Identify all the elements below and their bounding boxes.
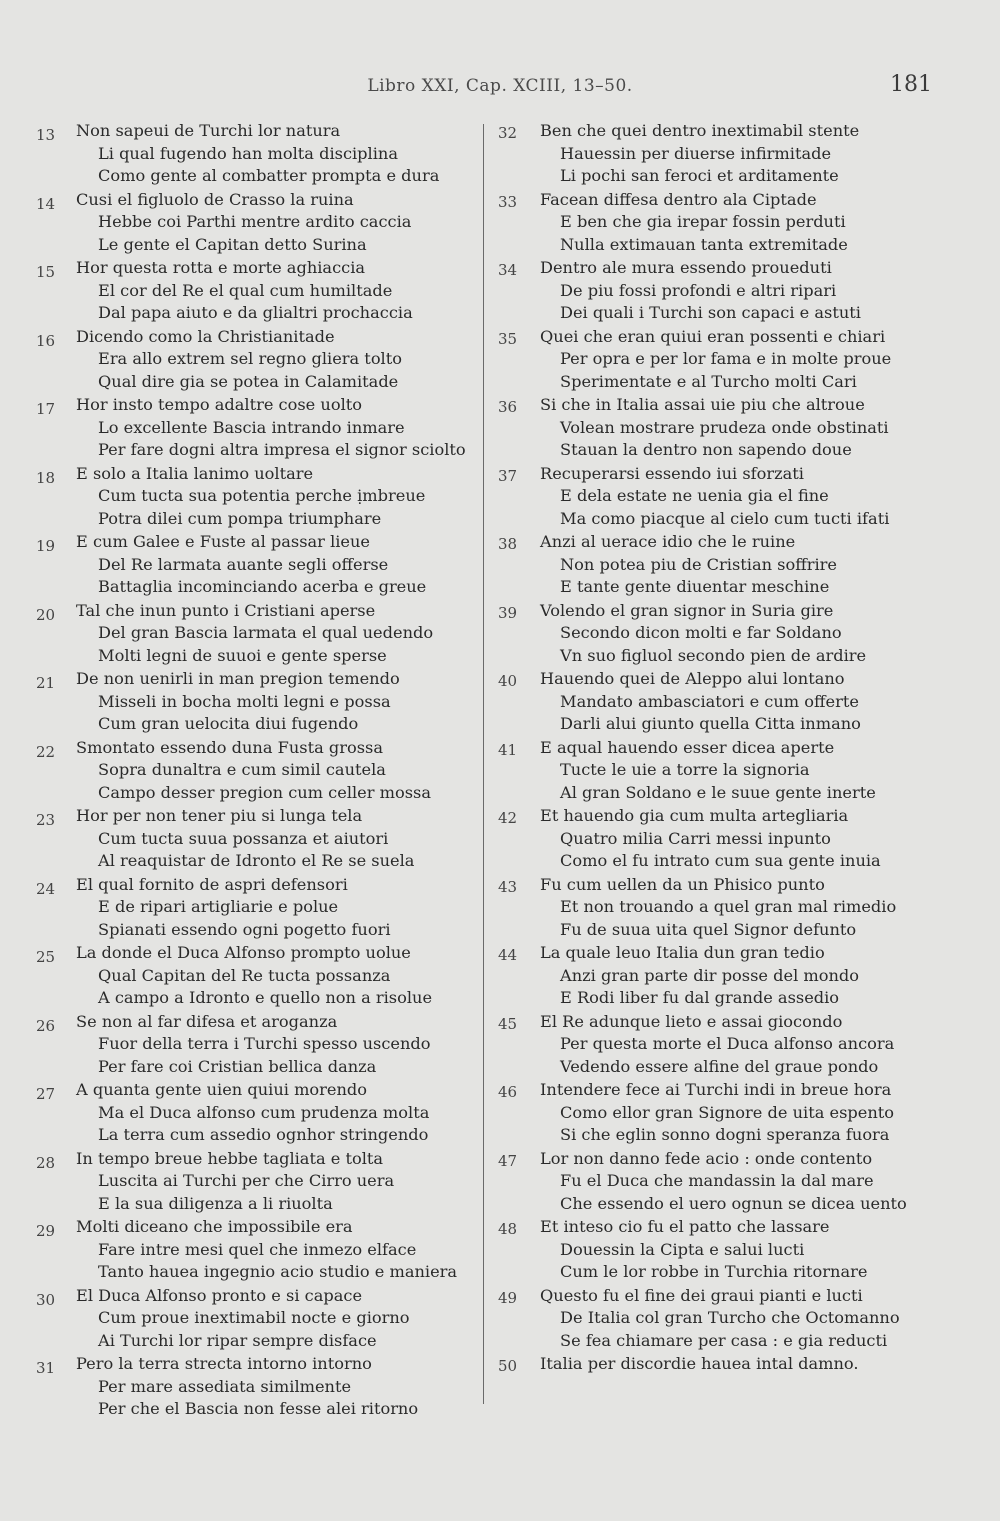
verse-line: Como gente al combatter prompta e dura	[98, 166, 440, 185]
stanza	[498, 874, 968, 942]
verse-line: Anzi al uerace idio che le ruine	[540, 532, 796, 551]
stanza-number: 40	[498, 672, 518, 690]
verse-line: E cum Galee e Fuste al passar lieue	[76, 532, 371, 551]
verse-line: Per opra e per lor fama e in molte proue	[560, 349, 892, 368]
verse-line: Hebbe coi Parthi mentre ardito caccia	[98, 212, 412, 231]
stanza	[36, 463, 486, 531]
verse-line: Et inteso cio fu el patto che lassare	[540, 1217, 830, 1236]
stanza-number: 32	[498, 124, 518, 142]
verse-line: Quei che eran quiui eran possenti e chiari	[540, 326, 886, 346]
verse-line: Del gran Bascia larmata el qual uedendo	[98, 623, 434, 642]
verse-line: Anzi gran parte dir posse del mondo	[560, 965, 860, 985]
stanza	[498, 600, 968, 668]
verse-line: Molti diceano che impossibile era	[76, 1217, 353, 1236]
stanza	[36, 1148, 486, 1216]
verse-line: E la sua diligenza a li riuolta	[98, 1193, 333, 1213]
verse-line: Che essendo el uero ognun se dicea uento	[560, 1193, 907, 1213]
right-column	[498, 120, 968, 1377]
verse-line: De non uenirli in man pregion temendo	[76, 669, 400, 688]
verse-line: Lo excellente Bascia intrando inmare	[98, 417, 405, 437]
verse-line: Ai Turchi lor ripar sempre disface	[98, 1330, 377, 1350]
stanza	[36, 942, 486, 1010]
stanza	[498, 805, 968, 873]
stanza-number: 34	[498, 261, 518, 279]
stanza	[498, 1285, 968, 1353]
stanza	[498, 1216, 968, 1284]
verse-line: Como el fu intrato cum sua gente inuia	[560, 851, 881, 870]
verse-line: Darli alui giunto quella Citta inmano	[560, 714, 861, 733]
stanza	[36, 1285, 486, 1353]
verse-line: Cum proue inextimabil nocte e giorno	[98, 1308, 410, 1327]
verse-line: Douessin la Cipta e salui lucti	[560, 1239, 805, 1259]
column-divider	[483, 124, 484, 1404]
stanza-number: 22	[36, 742, 56, 761]
verse-line: Stauan la dentro non sapendo doue	[560, 440, 852, 459]
stanza	[498, 1011, 968, 1079]
verse-line: Et non trouando a quel gran mal rimedio	[560, 897, 897, 916]
verse-line: Cum tucta sua potentia perche ịmbreue	[98, 486, 426, 505]
stanza-number: 39	[498, 603, 518, 622]
stanza-number: 26	[36, 1016, 56, 1035]
stanza	[36, 394, 486, 462]
verse-line: Molti legni de suuoi e gente sperse	[98, 645, 387, 665]
verse-line: La donde el Duca Alfonso prompto uolue	[76, 943, 411, 962]
verse-line: E Rodi liber fu dal grande assedio	[560, 988, 840, 1007]
stanza	[36, 805, 486, 873]
stanza-number: 16	[36, 331, 56, 350]
stanza-number: 24	[36, 879, 56, 898]
verse-line: La quale leuo Italia dun gran tedio	[540, 943, 825, 962]
stanza	[498, 463, 968, 531]
verse-line: El cor del Re el qual cum humiltade	[98, 280, 393, 300]
verse-line: Lor non danno fede acio : onde contento	[540, 1148, 873, 1168]
verse-line: Nulla extimauan tanta extremitade	[560, 234, 848, 254]
stanza	[498, 1353, 968, 1376]
stanza-number: 48	[498, 1220, 518, 1238]
stanza-number: 47	[498, 1151, 518, 1170]
verse-line: Hor per non tener piu si lunga tela	[76, 806, 363, 825]
verse-line: Vedendo essere alfine del graue pondo	[560, 1056, 879, 1076]
verse-line: Li pochi san feroci et arditamente	[560, 166, 839, 185]
stanza-number: 42	[498, 809, 518, 827]
verse-line: E tante gente diuentar meschine	[560, 577, 830, 596]
stanza-number: 29	[36, 1222, 56, 1240]
verse-line: E de ripari artigliarie e polue	[98, 897, 339, 916]
verse-line: Cum tucta suua possanza et aiutori	[98, 828, 389, 848]
verse-line: Le gente el Capitan detto Surina	[98, 234, 367, 254]
verse-line: Facean diffesa dentro ala Ciptade	[540, 189, 817, 209]
verse-line: Vn suo figluol secondo pien de ardire	[560, 645, 867, 665]
verse-line: E dela estate ne uenia gia el fine	[560, 486, 829, 505]
stanza-number: 36	[498, 398, 518, 416]
verse-line: Al reaquistar de Idronto el Re se suela	[98, 851, 415, 870]
verse-line: Dei quali i Turchi son capaci e astuti	[560, 303, 861, 322]
stanza	[36, 1079, 486, 1147]
verse-line: La terra cum assedio ognhor stringendo	[98, 1125, 429, 1144]
stanza-number: 43	[498, 877, 518, 896]
stanza	[498, 257, 968, 325]
stanza	[36, 1353, 486, 1421]
verse-line: Quatro milia Carri messi inpunto	[560, 828, 831, 848]
verse-line: Tal che inun punto i Cristiani aperse	[76, 600, 376, 620]
verse-line: Misseli in bocha molti legni e possa	[98, 691, 391, 711]
verse-line: El qual fornito de aspri defensori	[76, 874, 348, 894]
stanza-number: 46	[498, 1083, 518, 1101]
verse-line: De piu fossi profondi e altri ripari	[560, 280, 837, 300]
verse-line: El Duca Alfonso pronto e si capace	[76, 1285, 363, 1305]
verse-line: A campo a Idronto e quello non a risolue	[98, 988, 433, 1007]
stanza	[498, 189, 968, 257]
stanza	[498, 668, 968, 736]
stanza-number: 23	[36, 811, 56, 829]
verse-line: Del Re larmata auante segli offerse	[98, 554, 389, 574]
verse-line: E aqual hauendo esser dicea aperte	[540, 737, 835, 757]
verse-line: Sopra dunaltra e cum simil cautela	[98, 760, 386, 779]
verse-line: Per fare coi Cristian bellica danza	[98, 1056, 377, 1076]
verse-line: Fuor della terra i Turchi spesso uscendo	[98, 1034, 431, 1053]
verse-line: De Italia col gran Turcho che Octomanno	[560, 1308, 900, 1327]
stanza-number: 35	[498, 329, 518, 348]
verse-line: Volendo el gran signor in Suria gire	[540, 600, 834, 620]
verse-line: Italia per discordie hauea intal damno.	[540, 1354, 859, 1373]
stanza	[36, 668, 486, 736]
verse-line: Qual Capitan del Re tucta possanza	[98, 965, 391, 985]
verse-line: Per mare assediata similmente	[98, 1376, 352, 1396]
stanza-number: 31	[36, 1359, 56, 1377]
verse-line: Dal papa aiuto e da glialtri prochaccia	[98, 303, 413, 322]
stanza	[36, 1011, 486, 1079]
stanza-number: 50	[498, 1357, 518, 1375]
running-title: Libro XXI, Cap. XCIII, 13–50.	[367, 76, 633, 96]
verse-line: Battaglia incominciando acerba e greue	[98, 577, 427, 596]
verse-line: Qual dire gia se potea in Calamitade	[98, 371, 399, 391]
verse-line: El Re adunque lieto e assai giocondo	[540, 1011, 843, 1031]
verse-line: A quanta gente uien quiui morendo	[76, 1080, 368, 1099]
verse-line: Mandato ambasciatori e cum offerte	[560, 691, 859, 711]
verse-line: In tempo breue hebbe tagliata e tolta	[76, 1148, 384, 1168]
verse-line: Tucte le uie a torre la signoria	[560, 760, 810, 779]
verse-line: Cusi el figluolo de Crasso la ruina	[76, 189, 354, 209]
stanza	[36, 1216, 486, 1284]
stanza-number: 41	[498, 740, 518, 759]
stanza-number: 45	[498, 1014, 518, 1033]
stanza-number: 20	[36, 605, 56, 624]
verse-line: Dentro ale mura essendo proueduti	[540, 258, 832, 277]
verse-line: Non sapeui de Turchi lor natura	[76, 121, 341, 140]
verse-line: Cum le lor robbe in Turchia ritornare	[560, 1262, 868, 1281]
stanza	[498, 942, 968, 1010]
stanza-number: 19	[36, 537, 56, 555]
verse-line: Li qual fugendo han molta disciplina	[98, 143, 398, 163]
stanza-number: 27	[36, 1085, 56, 1103]
verse-line: Hauendo quei de Aleppo alui lontano	[540, 669, 845, 688]
stanza-number: 33	[498, 192, 518, 211]
verse-line: Fare intre mesi quel che inmezo elface	[98, 1239, 417, 1259]
stanza	[36, 326, 486, 394]
verse-line: Per questa morte el Duca alfonso ancora	[560, 1034, 895, 1053]
verse-line: Tanto hauea ingegnio acio studio e maniera	[98, 1262, 458, 1281]
verse-line: Secondo dicon molti e far Soldano	[560, 623, 842, 642]
verse-line: Dicendo como la Christianitade	[76, 326, 335, 346]
verse-line: Si che eglin sonno dogni speranza fuora	[560, 1125, 890, 1144]
verse-line: E solo a Italia lanimo uoltare	[76, 463, 314, 483]
verse-line: Si che in Italia assai uie piu che altroue	[540, 395, 865, 414]
verse-line: Se non al far difesa et aroganza	[76, 1011, 338, 1031]
verse-line: Al gran Soldano e le suue gente inerte	[560, 782, 876, 802]
verse-line: Campo desser pregion cum celler mossa	[98, 782, 432, 802]
stanza-number: 25	[36, 948, 56, 966]
stanza	[36, 600, 486, 668]
verse-line: Pero la terra strecta intorno intorno	[76, 1354, 372, 1373]
stanza-number: 38	[498, 535, 518, 553]
stanza-number: 44	[498, 946, 518, 964]
verse-line: Era allo extrem sel regno gliera tolto	[98, 349, 402, 368]
stanza	[498, 394, 968, 462]
verse-line: Ben che quei dentro inextimabil stente	[540, 121, 860, 140]
verse-line: Fu cum uellen da un Phisico punto	[540, 874, 825, 894]
verse-line: E ben che gia irepar fossin perduti	[560, 212, 846, 231]
stanza-number: 28	[36, 1153, 56, 1172]
stanza	[498, 1148, 968, 1216]
verse-line: Se fea chiamare per casa : e gia reducti	[560, 1330, 888, 1350]
verse-line: Hor insto tempo adaltre cose uolto	[76, 395, 362, 414]
stanza-number: 18	[36, 468, 56, 487]
stanza	[36, 120, 486, 188]
stanza-number: 15	[36, 263, 56, 281]
verse-line: Fu de suua uita quel Signor defunto	[560, 919, 857, 939]
stanza	[498, 531, 968, 599]
stanza-number: 37	[498, 466, 518, 485]
verse-line: Questo fu el fine dei graui pianti e lucti	[540, 1285, 863, 1305]
verse-line: Per fare dogni altra impresa el signor sciolto	[98, 440, 466, 459]
stanza-number: 30	[36, 1290, 56, 1309]
verse-line: Ma como piacque al cielo cum tucti ifati	[560, 508, 890, 528]
stanza-number: 17	[36, 400, 56, 418]
stanza	[36, 189, 486, 257]
verse-line: Potra dilei cum pompa triumphare	[98, 508, 382, 528]
verse-line: Spianati essendo ogni pogetto fuori	[98, 919, 391, 939]
verse-line: Como ellor gran Signore de uita espento	[560, 1102, 895, 1122]
stanza-number: 21	[36, 674, 56, 692]
page-number: 181	[890, 72, 932, 97]
stanza	[498, 1079, 968, 1147]
stanza	[36, 531, 486, 599]
stanza-number: 14	[36, 194, 56, 213]
verse-line: Et hauendo gia cum multa artegliaria	[540, 806, 849, 825]
stanza	[36, 874, 486, 942]
verse-line: Fu el Duca che mandassin la dal mare	[560, 1171, 874, 1190]
stanza	[498, 120, 968, 188]
verse-line: Per che el Bascia non fesse alei ritorno	[98, 1399, 419, 1418]
verse-line: Non potea piu de Cristian soffrire	[560, 554, 837, 574]
verse-line: Luscita ai Turchi per che Cirro uera	[98, 1171, 395, 1190]
stanza	[36, 737, 486, 805]
verse-line: Volean mostrare prudeza onde obstinati	[560, 417, 889, 437]
verse-line: Intendere fece ai Turchi indi in breue hora	[540, 1080, 892, 1099]
stanza	[498, 737, 968, 805]
verse-line: Hauessin per diuerse infirmitade	[560, 143, 832, 163]
verse-line: Recuperarsi essendo iui sforzati	[540, 463, 804, 483]
verse-line: Ma el Duca alfonso cum prudenza molta	[98, 1102, 430, 1122]
stanza-number: 49	[498, 1288, 518, 1307]
left-column	[36, 120, 486, 1422]
stanza-number: 13	[36, 126, 56, 144]
verse-line: Hor questa rotta e morte aghiaccia	[76, 258, 366, 277]
verse-line: Sperimentate e al Turcho molti Cari	[560, 371, 857, 391]
stanza	[498, 326, 968, 394]
verse-line: Smontato essendo duna Fusta grossa	[76, 737, 384, 757]
stanza	[36, 257, 486, 325]
verse-line: Cum gran uelocita diui fugendo	[98, 714, 359, 733]
